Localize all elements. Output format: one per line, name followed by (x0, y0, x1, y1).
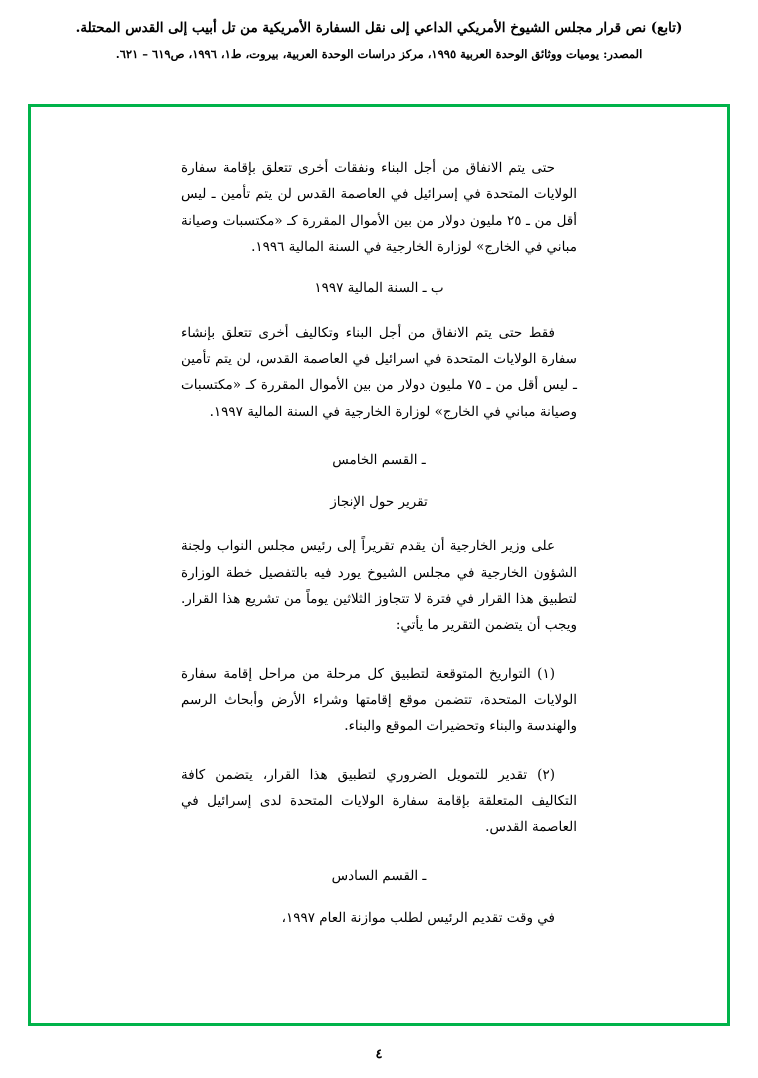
para-1: حتى يتم الانفاق من أجل البناء ونفقات أخرى تتعلق بإقامة سفارة الولايات المتحدة في إسرائيل في العاصمة القدس لن يتم تأمين ـ ليس أقل من ـ ٢٥ مليون دولار من بين الأموال المقررة كـ «مكتسبات وصيانة مباني في الخارج» لوزارة الخارجية في السنة المالية ١٩٩٦. (181, 160, 577, 255)
para-2: ب ـ السنة المالية ١٩٩٧ (314, 280, 444, 297)
header-title: (تابع) نص قرار مجلس الشيوخ الأمريكي الداعي إلى نقل السفارة الأمريكية من تل أبيب إلى القدس المحتلة. (75, 20, 683, 36)
page-header (0, 0, 758, 64)
content-frame (28, 104, 730, 1026)
document-body (31, 107, 727, 966)
para-7: (١) التواريخ المتوقعة لتطبيق كل مرحلة من مراحل إقامة سفارة الولايات المتحدة، تتضمن موقع إقامتها وشراء الأرض وأبحاث الرسم والهندسة والبناء وتحضيرات الموقع والبناء. (181, 665, 577, 735)
page-number: ٤ (375, 1047, 383, 1062)
para-8: (٢) تقدير للتمويل الضروري لتطبيق هذا القرار، يتضمن كافة التكاليف المتعلقة بإقامة سفارة الولايات المتحدة لدى إسرائيل في العاصمة القدس. (181, 766, 577, 836)
para-9: ـ القسم السادس (331, 867, 427, 884)
para-5: تقرير حول الإنجاز (330, 494, 428, 511)
para-6: على وزير الخارجية أن يقدم تقريراً إلى رئيس مجلس النواب ولجنة الشؤون الخارجية في مجلس الشيوخ يورد فيه بالتفصيل خطة الوزارة لتطبيق هذا القرار في فترة لا تتجاوز الثلاثين يوماً من تشريع هذا القرار. ويجب أن يتضمن التقرير ما يأتي: (181, 538, 577, 634)
para-3: فقط حتى يتم الانفاق من أجل البناء وتكاليف أخرى تتعلق بإنشاء سفارة الولايات المتحدة في اسرائيل في العاصمة القدس، لن يتم تأمين ـ ليس أقل من ـ ٧٥ مليون دولار من بين الأموال المقررة كـ «مكتسبات وصيانة مباني في الخارج» لوزارة الخارجية في السنة المالية ١٩٩٧. (181, 324, 578, 420)
para-10: في وقت تقديم الرئيس لطلب موازنة العام ١٩٩٧، (281, 909, 555, 926)
para-4: ـ القسم الخامس (332, 451, 426, 468)
header-source: المصدر: يوميات ووثائق الوحدة العربية ١٩٩٥، مركز دراسات الوحدة العربية، بيروت، ط١، ١٩٩٦، ص٦١٩ – ٦٢١. (115, 47, 643, 62)
